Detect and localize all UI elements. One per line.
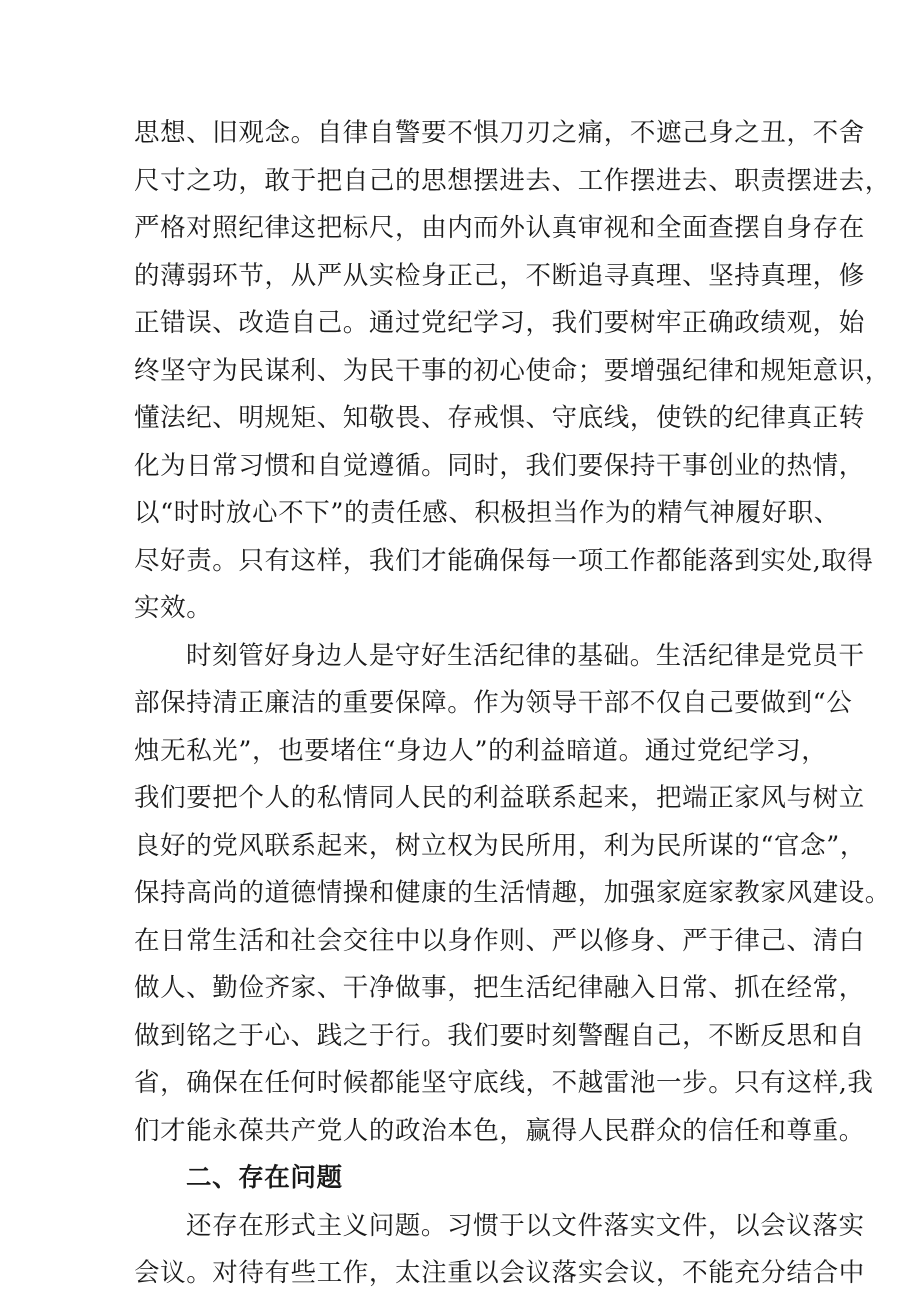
paragraph-line: 严格对照纪律这把标尺，由内而外认真审视和全面查摆自身存在 xyxy=(134,213,865,243)
paragraph-line: 做到铭之于心、践之于行。我们要时刻警醒自己，不断反思和自 xyxy=(134,1020,865,1051)
section-heading xyxy=(134,1155,790,1203)
paragraph-line: 烛无私光”，也要堵住“身边人”的利益暗道。通过党纪学习， xyxy=(134,735,828,766)
paragraph-line: 良好的党风联系起来，树立权为民所用，利为民所谋的“官念”， xyxy=(134,830,866,861)
paragraph-line: 会议。对待有些工作，太注重以会议落实会议，不能充分结合中 xyxy=(134,1258,865,1288)
document-body xyxy=(134,110,891,1298)
paragraph-line: 正错误、改造自己。通过党纪学习，我们要树牢正确政绩观，始 xyxy=(134,308,865,338)
paragraph-line: 终坚守为民谋利、为民干事的初心使命；要增强纪律和规矩意识， xyxy=(134,355,891,386)
paragraph-line: 时刻管好身边人是守好生活纪律的基础。生活纪律是党员干 xyxy=(186,640,865,671)
paragraph-line: 部保持清正廉洁的重要保障。作为领导干部不仅自己要做到“公 xyxy=(134,688,853,718)
paragraph xyxy=(134,1203,865,1298)
paragraph xyxy=(134,633,891,1156)
paragraph-line: 还存在形式主义问题。习惯于以文件落实文件，以会议落实 xyxy=(186,1210,865,1241)
heading-text: 二、存在问题 xyxy=(186,1163,343,1193)
paragraph-line: 尺寸之功，敢于把自己的思想摆进去、工作摆进去、职责摆进去， xyxy=(134,165,891,196)
paragraph-line: 化为日常习惯和自觉遵循。同时，我们要保持干事创业的热情， xyxy=(134,450,865,481)
paragraph-line: 做人、勤俭齐家、干净做事，把生活纪律融入日常、抓在经常， xyxy=(134,973,865,1003)
paragraph-line: 们才能永葆共产党人的政治本色，赢得人民群众的信任和尊重。 xyxy=(134,1115,865,1146)
paragraph-line: 以“时时放心不下”的责任感、积极担当作为的精气神履好职、 xyxy=(134,498,840,528)
paragraph xyxy=(134,110,891,633)
paragraph-line: 省，确保在任何时候都能坚守底线，不越雷池一步。只有这样,我 xyxy=(134,1068,874,1098)
paragraph-line: 的薄弱环节，从严从实检身正己，不断追寻真理、坚持真理，修 xyxy=(134,260,865,291)
paragraph-line: 懂法纪、明规矩、知敬畏、存戒惧、守底线，使铁的纪律真正转 xyxy=(134,403,865,433)
paragraph-line: 尽好责。只有这样，我们才能确保每一项工作都能落到实处,取得 xyxy=(134,545,874,576)
paragraph-line: 我们要把个人的私情同人民的利益联系起来，把端正家风与树立 xyxy=(134,783,865,813)
paragraph-line: 实效。 xyxy=(134,593,213,623)
paragraph-line: 思想、旧观念。自律自警要不惧刀刃之痛，不遮己身之丑，不舍 xyxy=(134,118,865,148)
paragraph-line: 在日常生活和社会交往中以身作则、严以修身、严于律己、清白 xyxy=(134,925,865,956)
paragraph-line: 保持高尚的道德情操和健康的生活情趣，加强家庭家教家风建设。 xyxy=(134,878,891,908)
